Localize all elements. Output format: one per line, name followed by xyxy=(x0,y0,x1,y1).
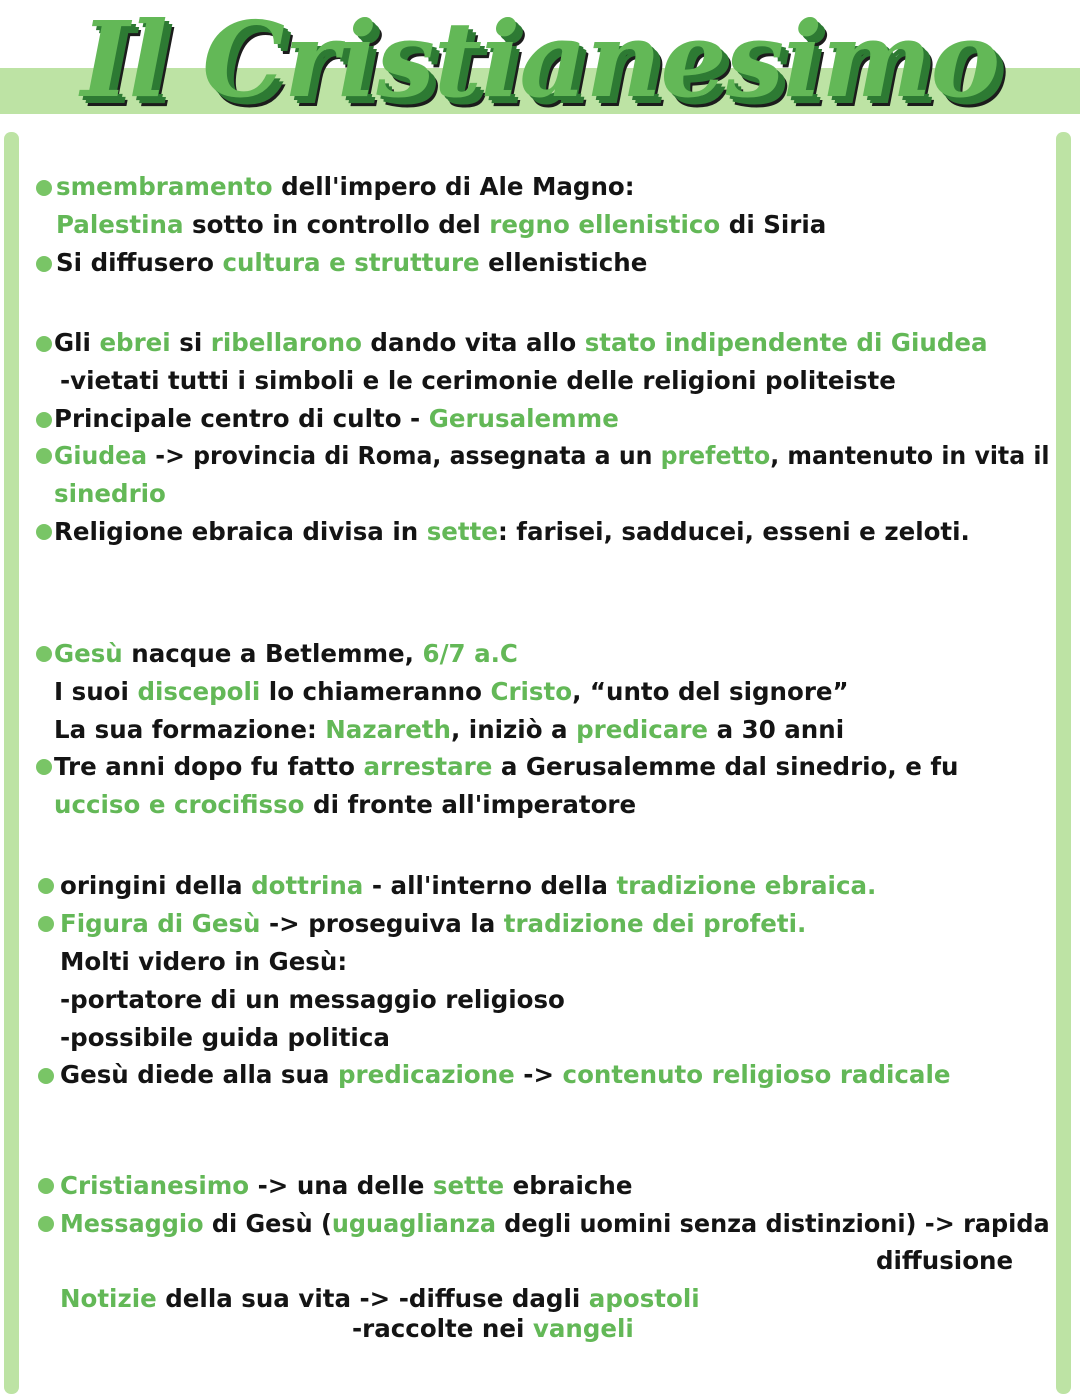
bullet-dot xyxy=(38,1216,54,1232)
note-text: di fronte all'imperatore xyxy=(304,790,637,819)
note-text: nacque a Betlemme, xyxy=(122,639,423,668)
note-line xyxy=(54,789,636,821)
highlighted-term: dottrina xyxy=(251,871,364,900)
note-text: I suoi xyxy=(54,677,138,706)
highlighted-term: sette xyxy=(432,1171,505,1200)
note-text: -> provincia di Roma, assegnata a un xyxy=(147,441,661,470)
note-text: La sua formazione: xyxy=(54,715,326,744)
bullet-dot xyxy=(36,524,52,540)
highlighted-term: Figura di Gesù xyxy=(60,909,261,938)
highlighted-term: arrestare xyxy=(363,752,493,781)
highlighted-term: predicazione xyxy=(338,1060,515,1089)
bullet-dot xyxy=(36,412,52,428)
note-line xyxy=(56,247,647,279)
note-line xyxy=(60,984,565,1016)
highlighted-term: uguaglianza xyxy=(331,1209,496,1238)
note-line xyxy=(54,516,970,548)
note-text: Molti videro in Gesù: xyxy=(60,947,348,976)
bullet-dot xyxy=(36,256,52,272)
highlighted-term: Messaggio xyxy=(60,1209,204,1238)
note-text: -possibile guida politica xyxy=(60,1023,390,1052)
note-text: degli uomini senza distinzioni) -> rapida xyxy=(495,1209,1050,1238)
note-line xyxy=(54,751,958,783)
bullet-dot xyxy=(38,1178,54,1194)
left-frame-rail xyxy=(4,132,19,1394)
note-text: Si diffusero xyxy=(56,248,223,277)
page-title: Il Cristianesimo xyxy=(80,0,1000,121)
note-line xyxy=(352,1313,634,1345)
note-text: Religione ebraica divisa in xyxy=(54,517,427,546)
note-text: -raccolte nei xyxy=(352,1314,533,1343)
highlighted-term: Gerusalemme xyxy=(428,404,619,433)
right-frame-rail xyxy=(1056,132,1071,1394)
highlighted-term: ribellarono xyxy=(210,328,362,357)
highlighted-term: cultura e strutture xyxy=(222,248,480,277)
highlighted-term: contenuto religioso radicale xyxy=(562,1060,951,1089)
note-line xyxy=(60,1022,390,1054)
note-text: Gesù diede alla sua xyxy=(60,1060,338,1089)
note-text: lo chiameranno xyxy=(260,677,491,706)
bullet-dot xyxy=(36,336,52,352)
highlighted-term: sette xyxy=(426,517,498,546)
note-text: Tre anni dopo fu fatto xyxy=(54,752,364,781)
highlighted-term: smembramento xyxy=(56,172,273,201)
note-line xyxy=(60,908,806,940)
bullet-dot xyxy=(36,646,52,662)
note-line xyxy=(54,440,1050,472)
highlighted-term: discepoli xyxy=(137,677,261,706)
note-line xyxy=(54,638,518,670)
note-line xyxy=(54,478,166,510)
note-text: dell'impero di Ale Magno: xyxy=(272,172,635,201)
note-line xyxy=(54,676,849,708)
note-text: -> proseguiva la xyxy=(260,909,504,938)
note-text: -> una delle xyxy=(249,1171,433,1200)
highlighted-term: Gesù xyxy=(54,639,123,668)
bullet-dot xyxy=(38,878,54,894)
note-text: Principale centro di culto - xyxy=(54,404,429,433)
note-text: di Gesù ( xyxy=(203,1209,332,1238)
note-line xyxy=(56,171,635,203)
note-text: diffusione xyxy=(876,1246,1014,1275)
highlighted-term: tradizione ebraica. xyxy=(616,871,877,900)
bullet-dot xyxy=(38,1068,54,1084)
highlighted-term: vangeli xyxy=(532,1314,634,1343)
note-text: ellenistiche xyxy=(479,248,648,277)
note-text: - all'interno della xyxy=(363,871,617,900)
note-text: oringini della xyxy=(60,871,252,900)
bullet-dot xyxy=(36,448,52,464)
note-text: , iniziò a xyxy=(450,715,577,744)
note-text: ebraiche xyxy=(504,1171,633,1200)
highlighted-term: Palestina xyxy=(56,210,184,239)
highlighted-term: ebrei xyxy=(99,328,171,357)
highlighted-term: ucciso e crocifisso xyxy=(54,790,305,819)
note-line xyxy=(56,209,826,241)
note-text: -vietati tutti i simboli e le cerimonie delle religioni politeiste xyxy=(60,366,896,395)
highlighted-term: predicare xyxy=(576,715,709,744)
highlighted-term: Cristo xyxy=(490,677,573,706)
highlighted-term: apostoli xyxy=(588,1284,700,1313)
note-line xyxy=(876,1245,1013,1277)
highlighted-term: sinedrio xyxy=(54,479,166,508)
note-text: a Gerusalemme dal sinedrio, e fu xyxy=(492,752,959,781)
note-text: di Siria xyxy=(720,210,827,239)
highlighted-term: tradizione dei profeti. xyxy=(503,909,807,938)
highlighted-term: stato indipendente di Giudea xyxy=(584,328,988,357)
note-line xyxy=(54,714,844,746)
note-text: della sua vita -> -diffuse dagli xyxy=(156,1284,589,1313)
note-text: dando vita allo xyxy=(361,328,585,357)
note-text: , mantenuto in vita il xyxy=(770,441,1050,470)
note-line xyxy=(60,1170,632,1202)
note-text: si xyxy=(170,328,211,357)
note-line xyxy=(60,1059,950,1091)
note-line xyxy=(54,403,619,435)
note-text: -> xyxy=(514,1060,563,1089)
note-line xyxy=(60,1283,700,1315)
note-line xyxy=(60,1208,1050,1240)
highlighted-term: regno ellenistico xyxy=(489,210,721,239)
note-text: : farisei, sadducei, esseni e zeloti. xyxy=(497,517,970,546)
bullet-dot xyxy=(36,180,52,196)
bullet-dot xyxy=(36,759,52,775)
note-text: Gli xyxy=(54,328,100,357)
note-text: -portatore di un messaggio religioso xyxy=(60,985,565,1014)
highlighted-term: prefetto xyxy=(660,441,771,470)
note-line xyxy=(60,946,347,978)
note-text: a 30 anni xyxy=(708,715,845,744)
highlighted-term: Nazareth xyxy=(325,715,451,744)
highlighted-term: Giudea xyxy=(54,441,148,470)
highlighted-term: Cristianesimo xyxy=(60,1171,250,1200)
note-text: , “unto del signore” xyxy=(572,677,849,706)
note-text: sotto in controllo del xyxy=(183,210,490,239)
highlighted-term: 6/7 a.C xyxy=(422,639,518,668)
bullet-dot xyxy=(38,916,54,932)
highlighted-term: Notizie xyxy=(60,1284,157,1313)
note-line xyxy=(60,365,896,397)
note-line xyxy=(54,327,988,359)
note-line xyxy=(60,870,876,902)
